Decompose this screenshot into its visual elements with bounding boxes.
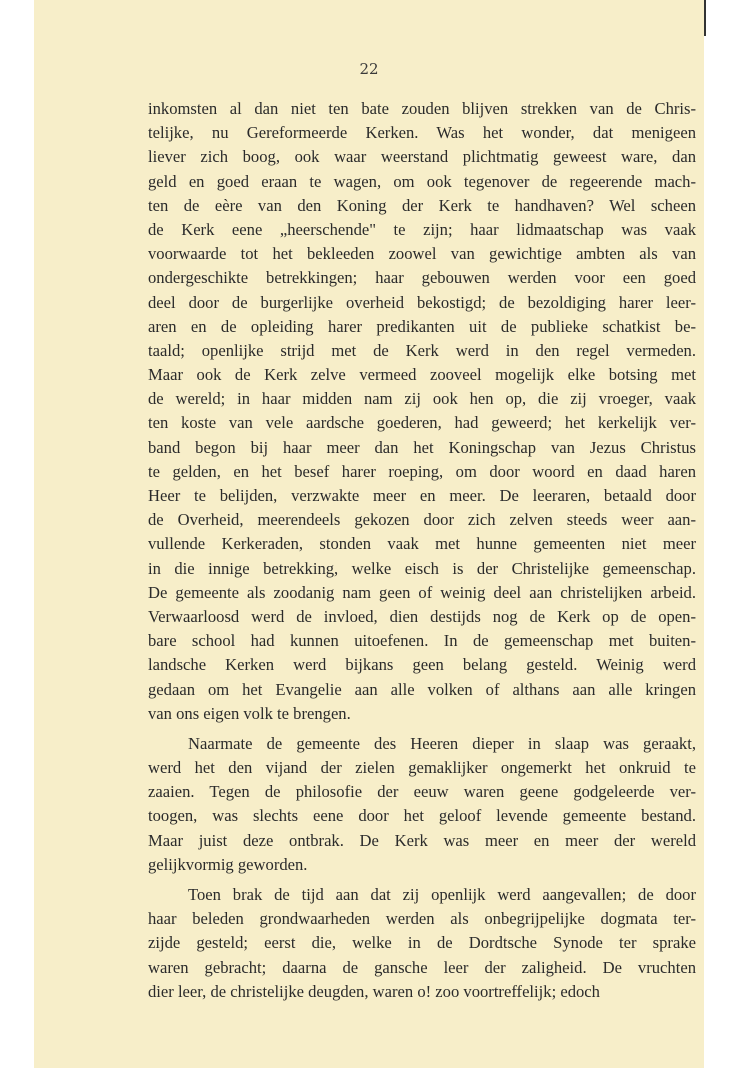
- text-line: Toen brak de tijd aan dat zij openlijk werd aangevallen; de door: [188, 885, 696, 904]
- text-line: band begon bij haar meer dan het Koningschap van Jezus Christus: [148, 437, 696, 457]
- text-line: geld en goed eraan te wagen, om ook tegenover de regeerende mach-: [148, 171, 696, 191]
- text-line: dier leer, de christelijke deugden, waren o! zoo voortreffelijk; edoch: [148, 981, 600, 1001]
- text-line: landsche Kerken werd bijkans geen belang gesteld. Weinig werd: [148, 655, 696, 675]
- text-line: gelijkvormig geworden.: [148, 854, 308, 874]
- text-line: vullende Kerkeraden, stonden vaak met hunne gemeenten niet meer: [148, 534, 696, 554]
- text-line: ten de eère van den Koning der Kerk te handhaven? Wel scheen: [148, 195, 696, 215]
- text-line: Heer te belijden, verzwakte meer en meer. De leeraren, betaald door: [148, 486, 696, 505]
- text-line: te gelden, en het besef harer roeping, om door woord en daad haren: [148, 461, 696, 481]
- text-line: Naarmate de gemeente des Heeren dieper in slaap was geraakt,: [188, 733, 696, 753]
- text-line: voorwaarde tot het bekleeden zoowel van gewichtige ambten als van: [148, 244, 696, 264]
- text-line: de Overheid, meerendeels gekozen door zich zelven steeds weer aan-: [148, 510, 696, 530]
- page-edge-margin: [704, 0, 738, 1068]
- text-line: ondergeschikte betrekkingen; haar gebouwen werden voor een goed: [148, 268, 696, 288]
- text-line: Verwaarloosd werd de invloed, dien destijds nog de Kerk op de open-: [148, 606, 696, 626]
- text-line: ten koste van vele aardsche goederen, had geweerd; het kerkelijk ver-: [148, 413, 696, 433]
- text-line: van ons eigen volk te brengen.: [148, 703, 351, 723]
- text-line: aren en de opleiding harer predikanten uit de publieke schatkist be-: [148, 316, 696, 336]
- text-line: de wereld; in haar midden nam zij ook hen op, die zij vroeger, vaak: [148, 389, 696, 409]
- text-line: deel door de burgerlijke overheid bekostigd; de bezoldiging harer leer-: [148, 292, 696, 312]
- text-line: Maar juist deze ontbrak. De Kerk was meer en meer der wereld: [148, 830, 696, 850]
- text-line: in die innige betrekking, welke eisch is der Christelijke gemeenschap.: [148, 558, 696, 578]
- page-edge-mark: [704, 0, 706, 36]
- text-line: werd het den vijand der zielen gemaklijker ongemerkt het onkruid te: [148, 758, 696, 778]
- text-line: bare school had kunnen uitoefenen. In de gemeenschap met buiten-: [148, 631, 696, 651]
- text-line: gedaan om het Evangelie aan alle volken of althans aan alle kringen: [148, 679, 696, 699]
- text-line: Maar ook de Kerk zelve vermeed zooveel mogelijk elke botsing met: [148, 365, 696, 385]
- text-line: haar beleden grondwaarheden werden als onbegrijpelijke dogmata ter-: [148, 909, 696, 929]
- text-line: taald; openlijke strijd met de Kerk werd in den regel vermeden.: [148, 340, 696, 360]
- text-line: inkomsten al dan niet ten bate zouden blijven strekken van de Chris-: [148, 99, 696, 118]
- text-line: telijke, nu Gereformeerde Kerken. Was het wonder, dat menigeen: [148, 123, 696, 143]
- body-text: [148, 97, 696, 1004]
- text-line: toogen, was slechts eene door het geloof levende gemeente bestand.: [148, 806, 696, 826]
- text-line: zaaien. Tegen de philosofie der eeuw waren geene godgeleerde ver-: [148, 782, 696, 802]
- text-line: de Kerk eene „heerschende" te zijn; haar lidmaatschap was vaak: [148, 219, 696, 239]
- text-line: De gemeente als zoodanig nam geen of weinig deel aan christelijken arbeid.: [148, 582, 696, 602]
- text-line: zijde gesteld; eerst die, welke in de Dordtsche Synode ter sprake: [148, 933, 696, 953]
- text-line: waren gebracht; daarna de gansche leer der zaligheid. De vruchten: [148, 957, 696, 977]
- paragraph: [148, 883, 696, 1004]
- paragraph: [148, 97, 696, 726]
- paragraph: [148, 732, 696, 877]
- page-number: 22: [359, 60, 379, 78]
- text-line: liever zich boog, ook waar weerstand plichtmatig geweest ware, dan: [148, 147, 696, 167]
